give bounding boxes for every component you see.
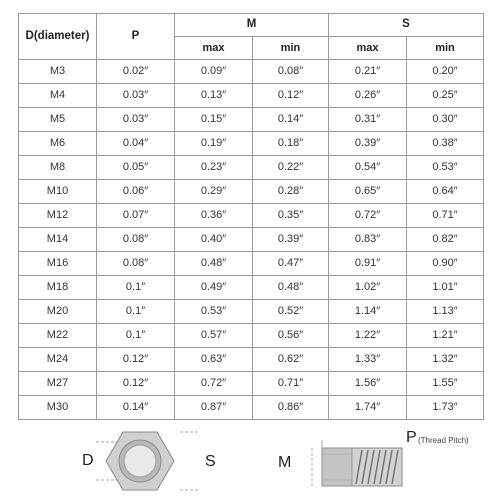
cell-pitch: 0.12″ <box>97 348 175 372</box>
cell-diameter: M10 <box>19 180 97 204</box>
table-row <box>19 324 484 348</box>
cell-s-min: 0.82″ <box>407 228 484 252</box>
table-row <box>19 228 484 252</box>
label-s: S <box>205 453 216 470</box>
cell-m-max: 0.63″ <box>175 348 253 372</box>
hex-nut-side-view-icon <box>308 438 408 494</box>
cell-m-max: 0.48″ <box>175 252 253 276</box>
cell-diameter: M27 <box>19 372 97 396</box>
table-row <box>19 396 484 420</box>
table-row <box>19 60 484 84</box>
cell-pitch: 0.06″ <box>97 180 175 204</box>
cell-pitch: 0.08″ <box>97 228 175 252</box>
cell-m-max: 0.87″ <box>175 396 253 420</box>
cell-m-max: 0.29″ <box>175 180 253 204</box>
cell-m-min: 0.52″ <box>253 300 329 324</box>
cell-s-max: 0.31″ <box>329 108 407 132</box>
cell-s-max: 0.83″ <box>329 228 407 252</box>
cell-m-max: 0.15″ <box>175 108 253 132</box>
cell-m-min: 0.86″ <box>253 396 329 420</box>
label-p: P <box>406 429 417 446</box>
table-row <box>19 108 484 132</box>
cell-m-min: 0.39″ <box>253 228 329 252</box>
cell-m-max: 0.40″ <box>175 228 253 252</box>
cell-diameter: M3 <box>19 60 97 84</box>
header-pitch: P <box>97 14 175 60</box>
cell-m-min: 0.14″ <box>253 108 329 132</box>
table-row <box>19 276 484 300</box>
nut-diagram <box>0 428 500 500</box>
cell-pitch: 0.02″ <box>97 60 175 84</box>
cell-s-max: 1.22″ <box>329 324 407 348</box>
cell-s-max: 1.02″ <box>329 276 407 300</box>
nut-dimension-table <box>18 13 484 420</box>
cell-s-max: 0.65″ <box>329 180 407 204</box>
cell-s-max: 1.33″ <box>329 348 407 372</box>
cell-diameter: M8 <box>19 156 97 180</box>
cell-s-min: 1.21″ <box>407 324 484 348</box>
cell-diameter: M18 <box>19 276 97 300</box>
cell-pitch: 0.12″ <box>97 372 175 396</box>
cell-m-min: 0.22″ <box>253 156 329 180</box>
cell-m-max: 0.57″ <box>175 324 253 348</box>
cell-m-max: 0.49″ <box>175 276 253 300</box>
label-d: D <box>82 452 94 469</box>
cell-s-max: 0.72″ <box>329 204 407 228</box>
cell-m-min: 0.18″ <box>253 132 329 156</box>
table-row <box>19 300 484 324</box>
cell-s-min: 0.38″ <box>407 132 484 156</box>
cell-pitch: 0.04″ <box>97 132 175 156</box>
cell-m-max: 0.72″ <box>175 372 253 396</box>
cell-s-min: 0.30″ <box>407 108 484 132</box>
cell-diameter: M16 <box>19 252 97 276</box>
cell-m-max: 0.13″ <box>175 84 253 108</box>
cell-diameter: M14 <box>19 228 97 252</box>
label-m: M <box>278 454 292 471</box>
cell-pitch: 0.05″ <box>97 156 175 180</box>
header-s-max: max <box>329 37 407 60</box>
cell-diameter: M5 <box>19 108 97 132</box>
table-row <box>19 156 484 180</box>
cell-s-max: 0.54″ <box>329 156 407 180</box>
header-diameter: D(diameter) <box>19 14 97 60</box>
header-s-min: min <box>407 37 484 60</box>
table-row <box>19 348 484 372</box>
cell-diameter: M4 <box>19 84 97 108</box>
table-row <box>19 252 484 276</box>
cell-diameter: M22 <box>19 324 97 348</box>
hex-nut-front-view-icon <box>96 428 206 494</box>
cell-s-min: 1.32″ <box>407 348 484 372</box>
cell-diameter: M6 <box>19 132 97 156</box>
cell-pitch: 0.1″ <box>97 324 175 348</box>
table-row <box>19 132 484 156</box>
cell-m-max: 0.36″ <box>175 204 253 228</box>
cell-s-min: 0.71″ <box>407 204 484 228</box>
cell-m-max: 0.19″ <box>175 132 253 156</box>
cell-diameter: M12 <box>19 204 97 228</box>
label-thread-pitch: (Thread Pitch) <box>418 436 469 445</box>
cell-pitch: 0.1″ <box>97 276 175 300</box>
cell-diameter: M20 <box>19 300 97 324</box>
cell-diameter: M24 <box>19 348 97 372</box>
header-m-min: min <box>253 37 329 60</box>
cell-m-min: 0.56″ <box>253 324 329 348</box>
cell-pitch: 0.03″ <box>97 84 175 108</box>
cell-pitch: 0.03″ <box>97 108 175 132</box>
cell-pitch: 0.07″ <box>97 204 175 228</box>
cell-s-min: 0.53″ <box>407 156 484 180</box>
cell-m-max: 0.23″ <box>175 156 253 180</box>
header-m: M <box>175 14 329 37</box>
cell-s-min: 0.20″ <box>407 60 484 84</box>
cell-m-min: 0.28″ <box>253 180 329 204</box>
cell-s-max: 1.14″ <box>329 300 407 324</box>
cell-s-max: 0.91″ <box>329 252 407 276</box>
cell-s-min: 1.55″ <box>407 372 484 396</box>
cell-s-min: 0.64″ <box>407 180 484 204</box>
cell-s-max: 1.74″ <box>329 396 407 420</box>
header-m-max: max <box>175 37 253 60</box>
cell-s-min: 1.13″ <box>407 300 484 324</box>
cell-s-max: 0.21″ <box>329 60 407 84</box>
cell-pitch: 0.1″ <box>97 300 175 324</box>
cell-s-min: 0.25″ <box>407 84 484 108</box>
cell-m-min: 0.35″ <box>253 204 329 228</box>
cell-m-min: 0.08″ <box>253 60 329 84</box>
table-row <box>19 204 484 228</box>
cell-pitch: 0.14″ <box>97 396 175 420</box>
cell-m-min: 0.71″ <box>253 372 329 396</box>
cell-s-min: 1.01″ <box>407 276 484 300</box>
cell-m-min: 0.62″ <box>253 348 329 372</box>
header-s: S <box>329 14 484 37</box>
cell-m-min: 0.48″ <box>253 276 329 300</box>
cell-s-min: 0.90″ <box>407 252 484 276</box>
cell-s-min: 1.73″ <box>407 396 484 420</box>
table-row <box>19 180 484 204</box>
cell-s-max: 0.26″ <box>329 84 407 108</box>
cell-m-min: 0.12″ <box>253 84 329 108</box>
cell-pitch: 0.08″ <box>97 252 175 276</box>
table-row <box>19 84 484 108</box>
cell-m-max: 0.09″ <box>175 60 253 84</box>
cell-m-min: 0.47″ <box>253 252 329 276</box>
cell-s-max: 1.56″ <box>329 372 407 396</box>
cell-m-max: 0.53″ <box>175 300 253 324</box>
table-row <box>19 372 484 396</box>
cell-s-max: 0.39″ <box>329 132 407 156</box>
cell-diameter: M30 <box>19 396 97 420</box>
